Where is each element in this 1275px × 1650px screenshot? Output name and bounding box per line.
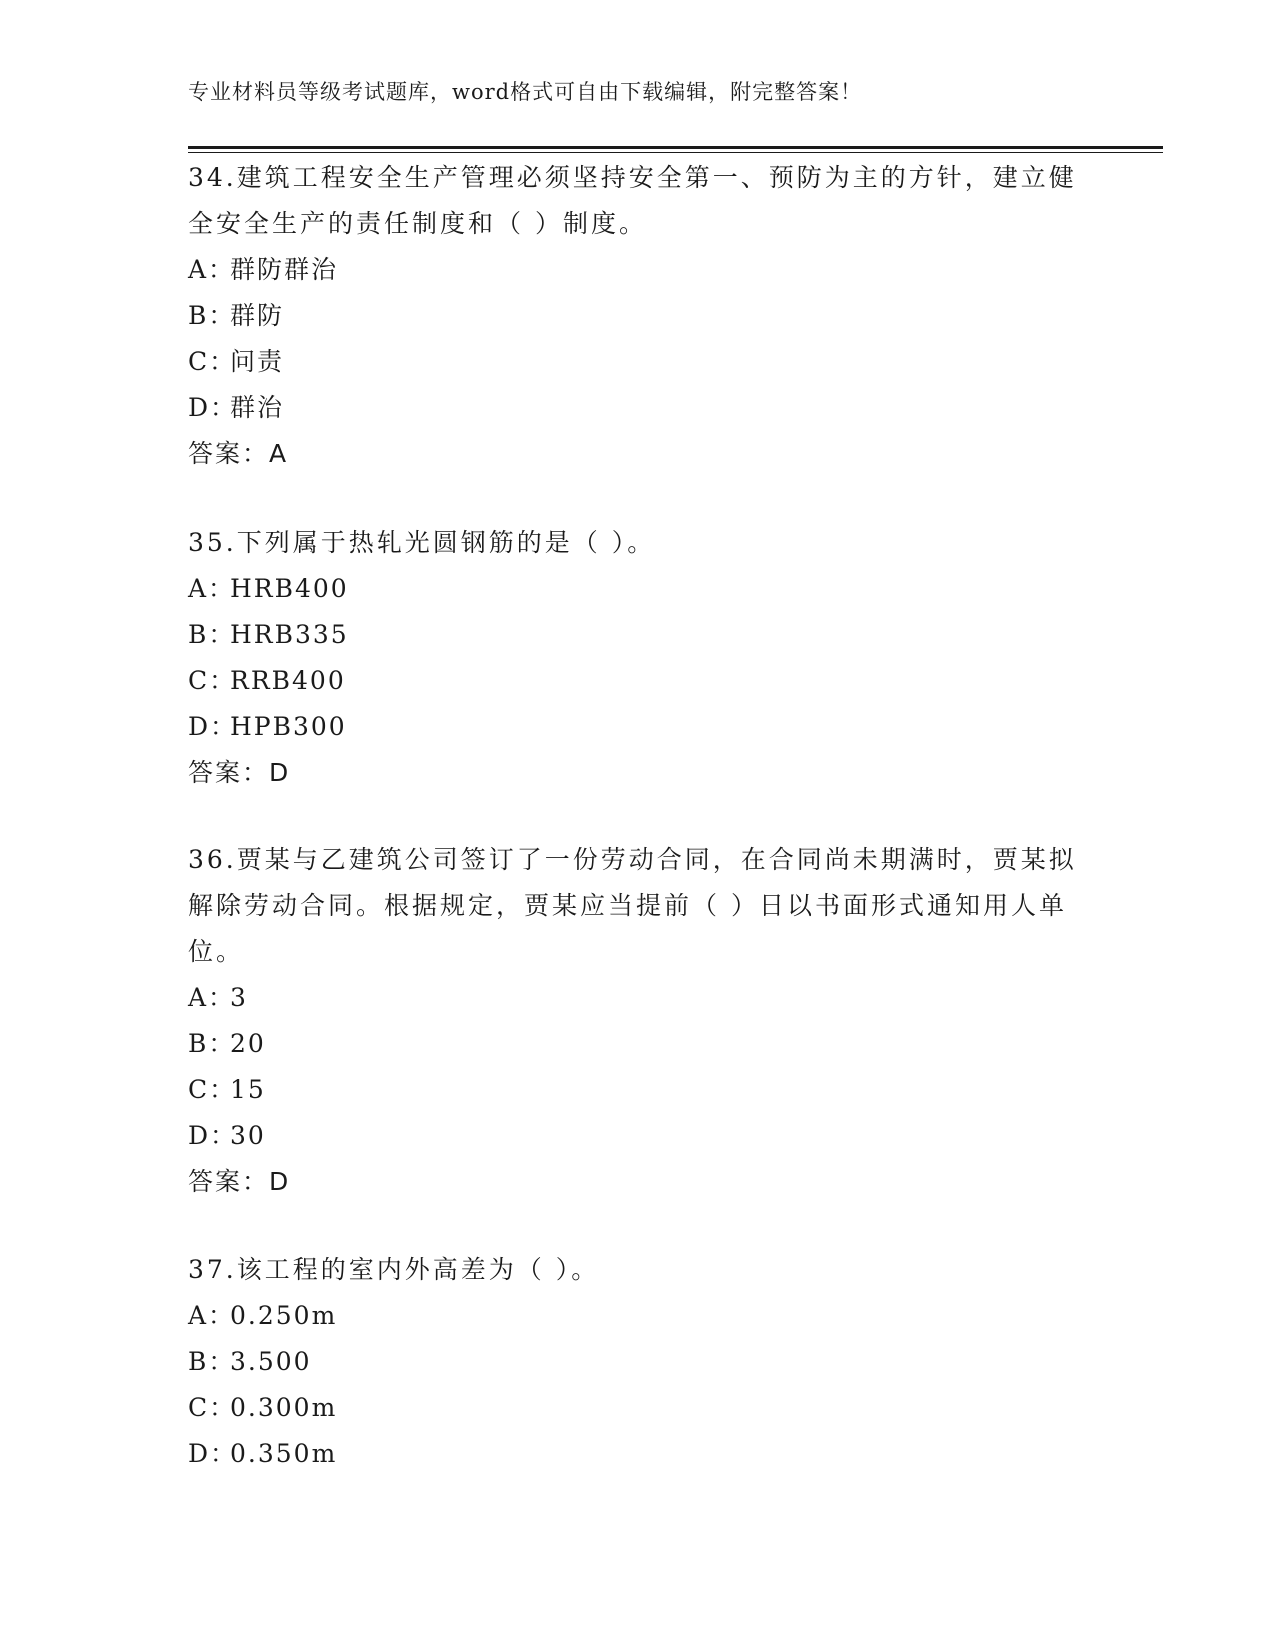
option-text: HRB335	[230, 620, 349, 649]
option-key: A：	[188, 1301, 236, 1330]
option-text: HRB400	[230, 574, 349, 603]
option-c	[188, 339, 1088, 385]
option-a	[188, 247, 1088, 293]
option-d	[188, 1113, 1088, 1159]
option-key: A：	[188, 255, 236, 284]
option-text: 群防	[230, 301, 285, 330]
option-c	[188, 1067, 1088, 1113]
option-key: A：	[188, 983, 236, 1012]
option-key: D：	[188, 1121, 238, 1150]
option-text: HPB300	[230, 712, 347, 741]
option-key: C：	[188, 1075, 237, 1104]
option-text: 群治	[230, 393, 285, 422]
option-key: B：	[188, 620, 236, 649]
option-text: 问责	[230, 347, 285, 376]
option-text: 3.500	[230, 1347, 312, 1376]
option-text: RRB400	[230, 666, 346, 695]
option-b	[188, 612, 1088, 658]
answer: 答案：D	[188, 1167, 291, 1196]
option-d	[188, 385, 1088, 431]
option-key: C：	[188, 347, 237, 376]
option-key: D：	[188, 1439, 238, 1468]
option-key: C：	[188, 1393, 237, 1422]
option-key: D：	[188, 712, 238, 741]
header-rule-thick	[188, 146, 1163, 149]
option-text: 30	[230, 1121, 266, 1150]
option-text: 群防群治	[230, 255, 339, 284]
question-stem: 35.下列属于热轧光圆钢筋的是（ ）。	[188, 528, 656, 557]
option-b	[188, 1339, 1088, 1385]
answer: 答案：A	[188, 439, 289, 468]
option-text: 0.350m	[230, 1439, 338, 1468]
option-b	[188, 1021, 1088, 1067]
header-rule-thin	[188, 152, 1163, 153]
option-text: 3	[230, 983, 248, 1012]
option-a	[188, 975, 1088, 1021]
option-key: D：	[188, 393, 238, 422]
option-key: A：	[188, 574, 236, 603]
option-d	[188, 704, 1088, 750]
option-text: 20	[230, 1029, 266, 1058]
option-c	[188, 1385, 1088, 1431]
question-36	[188, 837, 1088, 1205]
option-a	[188, 566, 1088, 612]
option-text: 15	[230, 1075, 266, 1104]
question-35	[188, 520, 1088, 796]
option-c	[188, 658, 1088, 704]
option-d	[188, 1431, 1088, 1477]
page-header: 专业材料员等级考试题库，word格式可自由下载编辑，附完整答案！	[188, 80, 863, 104]
option-text: 0.250m	[230, 1301, 338, 1330]
option-key: C：	[188, 666, 237, 695]
option-key: B：	[188, 301, 236, 330]
option-a	[188, 1293, 1088, 1339]
option-key: B：	[188, 1347, 236, 1376]
question-stem: 34.建筑工程安全生产管理必须坚持安全第一、预防为主的方针，建立健全安全生产的责任制度和（ ）制度。	[188, 163, 1077, 238]
question-stem: 36.贾某与乙建筑公司签订了一份劳动合同，在合同尚未期满时，贾某拟解除劳动合同。根据规定，贾某应当提前（ ）日以书面形式通知用人单位。	[188, 845, 1077, 966]
question-37	[188, 1247, 1088, 1477]
question-stem: 37.该工程的室内外高差为（ ）。	[188, 1255, 600, 1284]
option-text: 0.300m	[230, 1393, 338, 1422]
answer: 答案：D	[188, 758, 291, 787]
option-key: B：	[188, 1029, 236, 1058]
question-34	[188, 155, 1088, 477]
option-b	[188, 293, 1088, 339]
